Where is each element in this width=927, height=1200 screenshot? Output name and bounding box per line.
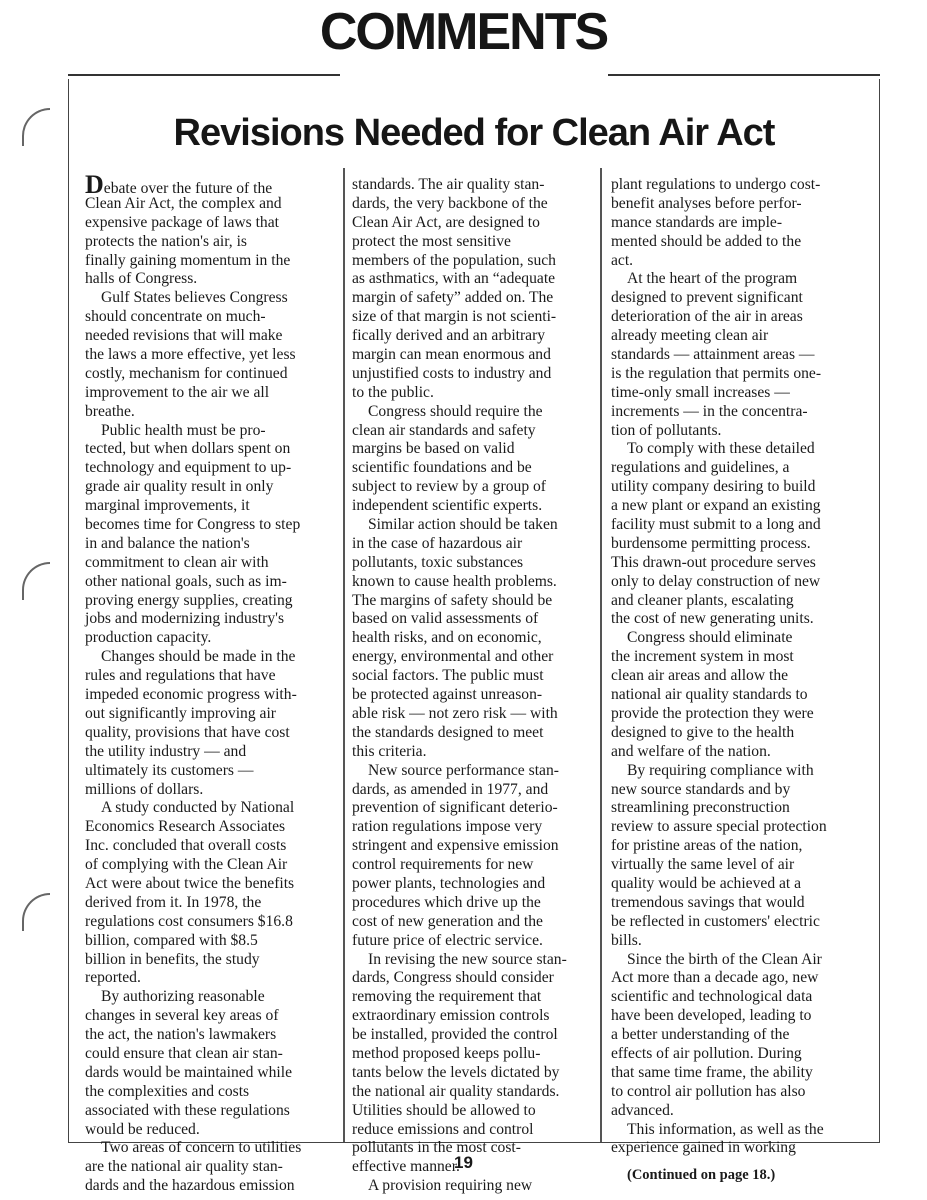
text-line: in the case of hazardous air — [352, 534, 523, 552]
text-line: standards. The air quality stan- — [352, 176, 545, 193]
text-line: margin can mean enormous and — [352, 346, 551, 364]
text-line: Clean Air Act, the complex and — [85, 194, 282, 212]
text-line: derived from it. In 1978, the — [85, 893, 262, 911]
text-line: A study conducted by National — [101, 799, 295, 817]
text-line: power plants, technologies and — [352, 874, 546, 892]
text-line: the cost of new generating units. — [611, 610, 814, 628]
text-line: the laws a more effective, yet less — [85, 346, 296, 364]
article-column-2 — [352, 176, 567, 1196]
article-column-3 — [611, 176, 827, 1185]
text-line: should concentrate on much- — [85, 308, 266, 326]
text-line: marginal improvements, it — [85, 497, 250, 515]
text-line: unjustified costs to industry and — [352, 364, 552, 382]
text-line: facility must submit to a long and — [611, 516, 821, 534]
text-line: the increment system in most — [611, 648, 794, 666]
text-line: able risk — not zero risk — with — [352, 704, 558, 722]
text-line: To comply with these detailed — [627, 440, 815, 458]
text-line: cost of new generation and the — [352, 912, 543, 930]
text-line: fically derived and an arbitrary — [352, 327, 546, 345]
text-line: advanced. — [611, 1101, 674, 1119]
text-line: By requiring compliance with — [627, 761, 814, 779]
text-line: dards, as amended in 1977, and — [352, 780, 549, 798]
text-line: virtually the same level of air — [611, 856, 795, 874]
text-line: stringent and expensive emission — [352, 837, 559, 855]
text-line: tected, but when dollars spent on — [85, 440, 291, 458]
text-line: In revising the new source stan- — [368, 950, 567, 968]
text-line: future price of electric service. — [352, 931, 543, 949]
text-line: ultimately its customers — — [85, 761, 254, 779]
text-line: health risks, and on economic, — [352, 629, 542, 647]
text-line: the standards designed to meet — [352, 723, 544, 741]
text-line: reduce emissions and control — [352, 1120, 534, 1138]
text-line: dards and the hazardous emission — [85, 1177, 295, 1195]
text-line: scientific foundations and be — [352, 459, 532, 477]
text-line: bills. — [611, 931, 642, 949]
text-line: prevention of significant deterio- — [352, 799, 558, 817]
text-line: This drawn-out procedure serves — [611, 553, 816, 571]
text-line: ration regulations impose very — [352, 818, 543, 836]
text-line: and welfare of the nation. — [611, 742, 771, 760]
text-line: dards, Congress should consider — [352, 969, 554, 987]
text-line: a new plant or expand an existing — [611, 497, 821, 515]
text-line: quality would be achieved at a — [611, 874, 802, 892]
text-line: would be reduced. — [85, 1120, 200, 1138]
article-column-1 — [85, 170, 302, 1196]
text-line: margin of safety” added on. The — [352, 289, 554, 307]
text-line: pollutants in the most cost- — [352, 1139, 521, 1157]
text-line: regulations and guidelines, a — [611, 459, 790, 477]
text-line: plant regulations to undergo cost- — [611, 176, 821, 193]
text-line: mented should be added to the — [611, 232, 802, 250]
text-line: Act more than a decade ago, new — [611, 969, 819, 987]
text-line: proving energy supplies, creating — [85, 591, 293, 609]
text-line: jobs and modernizing industry's — [85, 610, 285, 628]
text-line: size of that margin is not scienti- — [352, 308, 557, 326]
masthead-rule-left — [68, 74, 340, 76]
text-line: this criteria. — [352, 742, 427, 760]
text-line: extraordinary emission controls — [352, 1007, 550, 1025]
text-line: subject to review by a group of — [352, 478, 547, 496]
text-line: benefit analyses before perfor- — [611, 194, 802, 212]
binder-hole — [22, 893, 50, 931]
text-line: utility company desiring to build — [611, 478, 816, 496]
drop-cap: D — [85, 170, 104, 199]
text-line: Two areas of concern to utilities — [101, 1139, 302, 1157]
text-line: in and balance the nation's — [85, 534, 250, 552]
text-line: tion of pollutants. — [611, 421, 722, 439]
text-line: members of the population, such — [352, 251, 556, 269]
text-line: becomes time for Congress to step — [85, 516, 301, 534]
column-divider — [600, 168, 602, 1142]
text-line: burdensome permitting process. — [611, 534, 811, 552]
text-line: method proposed keeps pollu- — [352, 1044, 541, 1062]
text-line: the utility industry — and — [85, 742, 247, 760]
text-line: New source performance stan- — [368, 761, 559, 779]
text-line: protects the nation's air, is — [85, 232, 247, 250]
text-line: procedures which drive up the — [352, 893, 541, 911]
text-line: already meeting clean air — [611, 327, 769, 345]
text-line: Changes should be made in the — [101, 648, 296, 666]
text-line: independent scientific experts. — [352, 497, 543, 515]
text-line: out significantly improving air — [85, 704, 276, 722]
text-line: billion, compared with $8.5 — [85, 931, 258, 949]
text-line: to control air pollution has also — [611, 1082, 806, 1100]
page-number: 19 — [454, 1153, 473, 1172]
text-line: mance standards are imple- — [611, 213, 783, 231]
text-line: effective manner. — [352, 1158, 460, 1176]
text-line: millions of dollars. — [85, 780, 204, 798]
masthead — [0, 0, 927, 78]
text-line: is the regulation that permits one- — [611, 364, 822, 382]
text-line: known to cause health problems. — [352, 572, 557, 590]
text-line: control requirements for new — [352, 856, 534, 874]
text-line: could ensure that clean air stan- — [85, 1044, 283, 1062]
text-line: dards would be maintained while — [85, 1063, 292, 1081]
text-line: energy, environmental and other — [352, 648, 554, 666]
text-line: designed to prevent significant — [611, 289, 803, 307]
text-line: Similar action should be taken — [368, 516, 558, 534]
text-line — [85, 170, 301, 199]
text-line: a better understanding of the — [611, 1026, 790, 1044]
binder-hole — [22, 108, 50, 146]
text-line: grade air quality result in only — [85, 478, 274, 496]
text-line: that same time frame, the ability — [611, 1063, 813, 1081]
text-line: as asthmatics, with an “adequate — [352, 270, 556, 288]
text-line: tremendous savings that would — [611, 893, 805, 911]
text-line: and cleaner plants, escalating — [611, 591, 794, 609]
text-line: improvement to the air we all — [85, 383, 270, 401]
text-line: impeded economic progress with- — [85, 686, 297, 704]
text-line: billion in benefits, the study — [85, 950, 260, 968]
text-line: production capacity. — [85, 629, 212, 647]
text-line: breathe. — [85, 402, 135, 420]
text-line: social factors. The public must — [352, 667, 544, 685]
text-line: protect the most sensitive — [352, 232, 511, 250]
text-line: Since the birth of the Clean Air — [627, 950, 822, 968]
text-line: standards — attainment areas — — [611, 346, 815, 364]
text-line: only to delay construction of new — [611, 572, 821, 590]
text-line: clean air areas and allow the — [611, 667, 789, 685]
text-line: commitment to clean air with — [85, 553, 269, 571]
text-line: Congress should eliminate — [627, 629, 793, 647]
text-line: clean air standards and safety — [352, 421, 536, 439]
text-line: deterioration of the air in areas — [611, 308, 803, 326]
text-line: act. — [611, 251, 634, 269]
text-line: the act, the nation's lawmakers — [85, 1026, 277, 1044]
text-line: effects of air pollution. During — [611, 1044, 802, 1062]
text-line: reported. — [85, 969, 141, 987]
text-line: new source standards and by — [611, 780, 791, 798]
text-line: national air quality standards to — [611, 686, 808, 704]
text-line: technology and equipment to up- — [85, 459, 292, 477]
text-line: Gulf States believes Congress — [101, 289, 288, 307]
text-line: be protected against unreason- — [352, 686, 543, 704]
text-line: needed revisions that will make — [85, 327, 283, 345]
text-line: increments — in the concentra- — [611, 402, 808, 420]
text-line: experience gained in working — [611, 1139, 796, 1157]
text-line: This information, as well as the — [627, 1120, 824, 1138]
text-line: The margins of safety should be — [352, 591, 553, 609]
text-line: dards, the very backbone of the — [352, 194, 548, 212]
text-line: finally gaining momentum in the — [85, 251, 291, 269]
text-line: be installed, provided the control — [352, 1026, 558, 1044]
text-line: By authorizing reasonable — [101, 988, 265, 1006]
text-line: rules and regulations that have — [85, 667, 276, 685]
text-line: time-only small increases — — [611, 383, 790, 401]
text-line: costly, mechanism for continued — [85, 364, 288, 382]
text-line: removing the requirement that — [352, 988, 542, 1006]
text-line: have been developed, leading to — [611, 1007, 812, 1025]
text-line: A provision requiring new — [368, 1177, 533, 1195]
text-line: pollutants, toxic substances — [352, 553, 524, 571]
text-line: tants below the levels dictated by — [352, 1063, 560, 1081]
text-line: Act were about twice the benefits — [85, 874, 295, 892]
text-line: are the national air quality stan- — [85, 1158, 283, 1176]
column-divider — [343, 168, 345, 1142]
text-line: of complying with the Clean Air — [85, 856, 288, 874]
masthead-rule-right — [608, 74, 880, 76]
text-line: the national air quality standards. — [352, 1082, 560, 1100]
text-line: streamlining preconstruction — [611, 799, 790, 817]
text-line: to the public. — [352, 383, 434, 401]
text-line: regulations cost consumers $16.8 — [85, 912, 293, 930]
text-line: Utilities should be allowed to — [352, 1101, 536, 1119]
text-line: provide the protection they were — [611, 704, 814, 722]
text-line: quality, provisions that have cost — [85, 723, 290, 741]
text-line: for pristine areas of the nation, — [611, 837, 803, 855]
text-line: Clean Air Act, are designed to — [352, 213, 540, 231]
text-line: changes in several key areas of — [85, 1007, 279, 1025]
text-line: the complexities and costs — [85, 1082, 250, 1100]
text-line: Inc. concluded that overall costs — [85, 837, 287, 855]
text-line: review to assure special protection — [611, 818, 827, 836]
text-line: halls of Congress. — [85, 270, 198, 288]
text-line: At the heart of the program — [627, 270, 798, 288]
text-line: designed to give to the health — [611, 723, 795, 741]
text-line-rest: ebate over the future of the — [103, 180, 273, 197]
continued-note: (Continued on page 18.) — [627, 1167, 776, 1184]
text-line: scientific and technological data — [611, 988, 813, 1006]
binder-hole — [22, 562, 50, 600]
text-line: Public health must be pro- — [101, 421, 266, 439]
text-line: expensive package of laws that — [85, 213, 279, 231]
text-line: margins be based on valid — [352, 440, 515, 458]
section-heading: COMMENTS — [319, 3, 608, 61]
text-line: be reflected in customers' electric — [611, 912, 820, 930]
text-line: associated with these regulations — [85, 1101, 290, 1119]
text-line: Economics Research Associates — [85, 818, 286, 836]
text-line: other national goals, such as im- — [85, 572, 287, 590]
text-line: Congress should require the — [368, 402, 543, 420]
article-title: Revisions Needed for Clean Air Act — [173, 112, 775, 154]
text-line: based on valid assessments of — [352, 610, 539, 628]
